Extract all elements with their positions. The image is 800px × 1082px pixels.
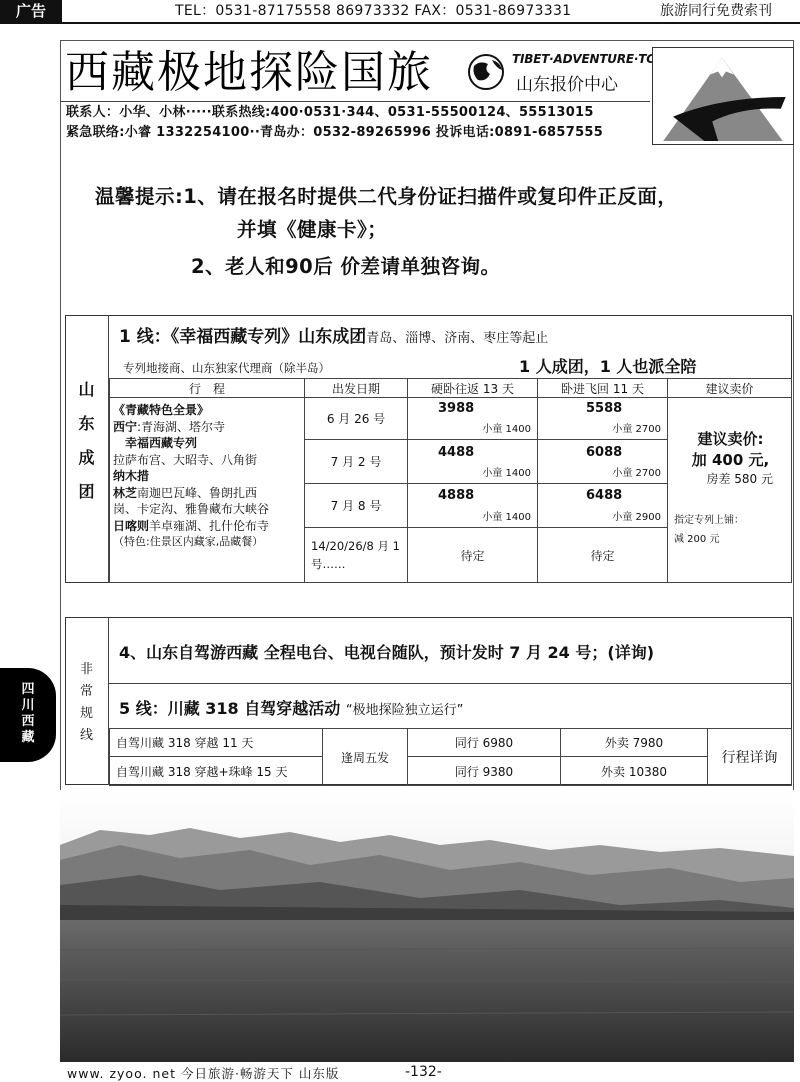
header-fly-back: 卧进飞回 11 天	[538, 379, 668, 398]
contact-info-primary: 联系人：小华、小林·····联系热线:400·0531·344、0531-55500124、55513015	[66, 105, 594, 120]
details-inquiry-cell: 行程详询	[708, 729, 792, 786]
price-value: 6088	[586, 445, 623, 460]
itinerary-line: 《青藏特色全景》	[113, 403, 210, 417]
upper-berth-discount: 减 200 元	[674, 534, 720, 545]
child-price: 小童 1400	[482, 424, 531, 435]
child-price: 小童 2700	[612, 424, 661, 435]
logo-english-text: TIBET·ADVENTURE·TOURS	[512, 52, 684, 66]
route-5-table	[109, 728, 792, 786]
retail-price-cell: 外卖 10380	[561, 757, 708, 786]
itinerary-text: :青海湖、塔尔寺	[137, 419, 226, 434]
city-name: 日喀则	[113, 518, 150, 533]
price-value: 4488	[438, 445, 475, 460]
agency-name: 西藏极地探险国旅	[65, 47, 433, 98]
peer-price-cell: 同行 6980	[408, 729, 561, 757]
itinerary-line	[113, 419, 301, 436]
date-cell: 7 月 2 号	[305, 440, 408, 484]
itinerary-line: 纳木措	[113, 469, 150, 483]
page-number: -132-	[405, 1064, 442, 1080]
itinerary-line: （特色:住景区内藏家,品藏餐）	[113, 535, 264, 548]
sichuan-tibet-tab	[0, 668, 56, 762]
hard-sleeper-cell	[408, 484, 538, 528]
side-char: 成	[78, 448, 95, 467]
hard-sleeper-pending: 待定	[408, 528, 538, 583]
route-1-one-person-note: 1 人成团，1 人也派全陪	[519, 357, 697, 376]
suggest-title: 建议卖价:	[697, 430, 764, 448]
side-char: 规	[79, 706, 93, 721]
mountain-logo-icon	[652, 47, 794, 145]
child-price: 小童 1400	[482, 468, 531, 479]
tab-char: 四	[21, 682, 35, 697]
route-1-title	[119, 322, 548, 347]
side-char: 团	[78, 482, 95, 501]
route-1-agent-note: 专列地接商、山东独家代理商（除半岛）	[123, 361, 330, 375]
room-difference: 房差 580 元	[706, 472, 773, 486]
tab-char: 西	[21, 714, 35, 729]
route-1-table	[109, 378, 792, 583]
side-char: 非	[79, 662, 93, 677]
peer-price-cell: 同行 9380	[408, 757, 561, 786]
top-contact-line: TEL：0531-87175558 86973332 FAX：0531-86973331	[175, 3, 572, 19]
price-value: 5588	[586, 401, 623, 416]
child-price: 小童 2700	[612, 468, 661, 479]
section-1-side-label	[65, 315, 109, 583]
notice-line-1: 温馨提示:1、请在报名时提供二代身份证扫描件或复印件正反面，	[95, 185, 678, 208]
route-name-cell: 自驾川藏 318 穿越 11 天	[110, 729, 323, 757]
header-divider	[60, 101, 650, 102]
section-2-side-label	[65, 617, 109, 785]
itinerary-line	[113, 518, 301, 535]
fly-back-cell	[538, 484, 668, 528]
header-hard-sleeper: 硬卧往返 13 天	[408, 379, 538, 398]
itinerary-text: 南迦巴瓦峰、鲁朗扎西	[137, 485, 258, 500]
city-name: 西宁	[113, 419, 138, 434]
lake-mountain-photo	[60, 790, 794, 1062]
date-cell: 7 月 8 号	[305, 484, 408, 528]
suggested-price-cell	[668, 398, 792, 583]
suggest-add: 加 400 元,	[691, 451, 770, 469]
date-cell-pending: 14/20/26/8 月 1 号……	[305, 528, 408, 583]
child-price: 小童 1400	[482, 512, 531, 523]
notice-line-2: 并填《健康卡》；	[237, 218, 388, 241]
hard-sleeper-cell	[408, 440, 538, 484]
route-5-title	[119, 696, 463, 719]
free-index-note: 旅游同行免费索刊	[660, 3, 772, 19]
header-suggested-price: 建议卖价	[668, 379, 792, 398]
header-date: 出发日期	[305, 379, 408, 398]
fly-back-pending: 待定	[538, 528, 668, 583]
top-rule	[0, 22, 800, 24]
price-value: 3988	[438, 401, 475, 416]
route-1-name: 1 线：《幸福西藏专列》山东成团	[119, 327, 367, 347]
section-2-divider	[109, 683, 792, 684]
itinerary-cell	[110, 398, 305, 583]
logo-chinese-text: 山东报价中心	[516, 75, 618, 95]
side-char: 常	[79, 684, 93, 699]
fly-back-cell	[538, 398, 668, 440]
tab-char: 藏	[21, 730, 35, 745]
itinerary-text: 羊卓雍湖、扎什伦布寺	[149, 518, 270, 533]
route-4-title: 4、山东自驾游西藏 全程电台、电视台随队，预计发时 7 月 24 号；(详询)	[119, 643, 655, 662]
route-5-note: “极地探险独立运行”	[345, 703, 464, 718]
fly-back-cell	[538, 440, 668, 484]
side-char: 东	[78, 414, 95, 433]
price-value: 6488	[586, 488, 623, 503]
footer-publication: www. zyoo. net 今日旅游·畅游天下 山东版	[67, 1066, 340, 1081]
itinerary-line	[113, 485, 301, 502]
date-cell: 6 月 26 号	[305, 398, 408, 440]
route-name-cell: 自驾川藏 318 穿越+珠峰 15 天	[110, 757, 323, 786]
ad-label: 广告	[0, 0, 62, 22]
itinerary-line: 幸福西藏专列	[125, 436, 198, 450]
child-price: 小童 2900	[612, 512, 661, 523]
contact-info-emergency: 紧急联络:小睿 1332254100··青岛办：0532-89265996 投诉电话:0891-6857555	[66, 125, 604, 140]
globe-logo-icon	[466, 52, 510, 92]
tab-char: 川	[21, 698, 35, 713]
departure-cell: 逢周五发	[323, 729, 408, 786]
hard-sleeper-cell	[408, 398, 538, 440]
side-char: 线	[79, 728, 93, 743]
route-1-cities: 青岛、淄博、济南、枣庄等起止	[366, 331, 549, 346]
upper-berth-note: 指定专列上铺：	[674, 515, 744, 526]
price-value: 4888	[438, 488, 475, 503]
itinerary-line: 拉萨布宫、大昭寺、八角街	[113, 452, 258, 467]
side-char: 山	[78, 380, 95, 399]
retail-price-cell: 外卖 7980	[561, 729, 708, 757]
route-5-name: 5 线：川藏 318 自驾穿越活动	[119, 699, 341, 718]
header-itinerary: 行 程	[110, 379, 305, 398]
notice-line-3: 2、老人和90后 价差请单独咨询。	[191, 255, 501, 278]
itinerary-line: 岗、卡定沟、雅鲁藏布大峡谷	[113, 502, 270, 516]
city-name: 林芝	[113, 485, 138, 500]
